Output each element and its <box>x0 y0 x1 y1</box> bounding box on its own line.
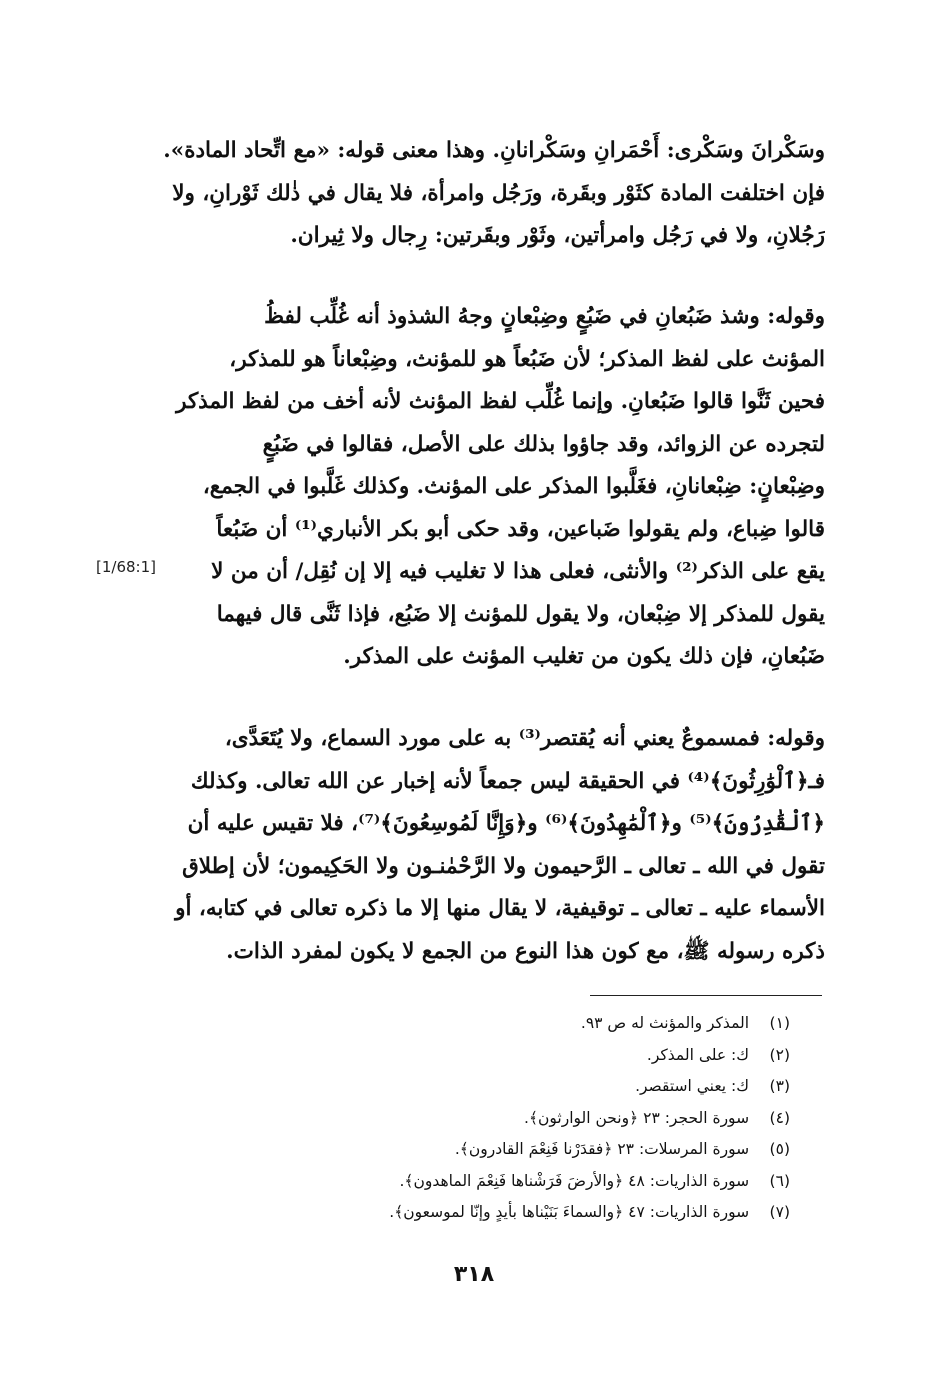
footnote-number: (١) <box>769 1014 790 1032</box>
footnote-text: سورة الحجر: ٢٣ ﴿ونحن الوارثون﴾. <box>524 1108 750 1127</box>
text-line: المؤنث على لفظ المذكر؛ لأن ضَبُعاً هو للمؤنث، وضِبْعاناً هو للمذكر، <box>229 346 825 372</box>
paragraph-3 <box>150 718 825 973</box>
text-line: فإن اختلفت المادة كثَوْر وبقَرة، ورَجُل وامرأة، فلا يقال في ذٰلك ثَوْرانِ، ولا <box>172 180 825 206</box>
footnotes <box>260 1008 790 1229</box>
footnote <box>260 1103 790 1135</box>
footnote-text: المذكر والمؤنث له ص ٩٣. <box>580 1014 750 1032</box>
text-line: وقوله: فمسموعٌ يعني أنه يُقتصر⁽³⁾ به على مورد السماع، ولا يُتَعَدَّى، <box>224 726 825 751</box>
text-line: قالوا ضِباع، ولم يقولوا ضَباعين، وقد حكى أبو بكر الأنباري⁽¹⁾ أن ضَبُعاً <box>216 516 825 542</box>
footnote <box>260 1008 790 1040</box>
footnote-separator <box>590 995 822 996</box>
text-line: لتجرده عن الزوائد، وقد جاؤوا بذلك على الأصل، فقالوا في ضَبُعٍ <box>262 431 825 457</box>
footnote-text: سورة المرسلات: ٢٣ ﴿فقدَرْنا فَنِعْمَ القادرون﴾. <box>454 1140 750 1158</box>
footnote-number: (٦) <box>769 1171 790 1190</box>
text-line: ضَبُعانِ، فإن ذلك يكون من تغليب المؤنث على المذكر. <box>343 644 825 669</box>
text-line: يقع على الذكر⁽²⁾ والأنثى، فعلى هذا لا تغليب فيه إلا إن نُقِل/ أن من لا <box>211 559 825 584</box>
text-line: ﴿ٱلْقَٰدِرُونَ﴾⁽⁵⁾ و﴿ٱلْمَٰهِدُونَ﴾⁽⁶⁾ و﴿وَإِنَّا لَمُوسِعُونَ﴾⁽⁷⁾، فلا تقيس عليه أن <box>187 811 825 836</box>
footnote <box>260 1071 790 1103</box>
footnote <box>260 1197 790 1229</box>
text-line: يقول للمذكر إلا ضِبْعان، ولا يقول للمؤنث إلا ضَبُع، فإذا ثَنَّى قال فيهما <box>216 601 825 627</box>
footnote-number: (٢) <box>769 1045 790 1064</box>
text-line: رَجُلانِ، ولا في رَجُل وامرأتين، وثَوْر وبقَرتين: رِجال ولا ثِيران. <box>290 223 825 248</box>
text-line: تقول في الله ـ تعالى ـ الرَّحيمون ولا الرَّحْمٰنـون ولا الحَكِيمون؛ لأن إطلاق <box>182 853 825 879</box>
text-line: وضِبْعانٍ: ضِبْعانانِ، فغَلَّبوا المذكر على المؤنث. وكذلك غَلَّبوا في الجمع، <box>202 474 825 499</box>
page-number: ٣١٨ <box>453 1262 495 1287</box>
footnote-number: (٤) <box>769 1108 790 1127</box>
text-line: فحين ثَنَّوا قالوا ضَبُعانِ. وإنما غُلِّب لفظ المؤنث لأنه أخف من لفظ المذكر <box>176 389 825 414</box>
text-line: ذكره رسوله ﷺ، مع كون هذا النوع من الجمع لا يكون لمفرد الذات. <box>226 938 825 964</box>
paragraph-2 <box>150 296 825 679</box>
footnote-number: (٥) <box>769 1140 790 1158</box>
footnote-number: (٣) <box>769 1077 790 1095</box>
text-line: وقوله: وشذ ضَبُعانِ في ضَبُعٍ وضِبْعانٍ وجهُ الشذوذ أنه غُلِّب لفظُ <box>264 304 825 329</box>
footnote-text: ك: يعني استقصر. <box>635 1077 750 1095</box>
footnote-text: سورة الذاريات: ٤٨ ﴿والأرضَ فَرَشْناها فَنِعْمَ الماهدون﴾. <box>399 1171 750 1190</box>
footnote-text: سورة الذاريات: ٤٧ ﴿والسماءَ بَنَيْناها بأيدٍ وإنّا لموسعون﴾. <box>389 1203 750 1221</box>
text-line: فـ﴿ٱلْوَٰرِثُونَ﴾⁽⁴⁾ في الحقيقة ليس جمعاً لأنه إخبار عن الله تعالى. وكذلك <box>190 768 825 794</box>
footnote <box>260 1134 790 1166</box>
paragraph-1 <box>150 130 825 258</box>
text-line: وسَكْرانَ وسَكْرى: أَحْمَرانِ وسَكْرانانِ. وهذا معنى قوله: «مع اتِّحاد المادة». <box>163 138 825 163</box>
footnote <box>260 1040 790 1072</box>
footnote <box>260 1166 790 1198</box>
footnote-text: ك: على المذكر. <box>646 1045 750 1064</box>
text-line: الأسماء عليه ـ تعالى ـ توقيفية، لا يقال منها إلا ما ذكره تعالى في كتابه، أو <box>175 896 825 921</box>
footnote-number: (٧) <box>769 1203 790 1221</box>
margin-reference: [1/68:1] <box>96 558 156 576</box>
